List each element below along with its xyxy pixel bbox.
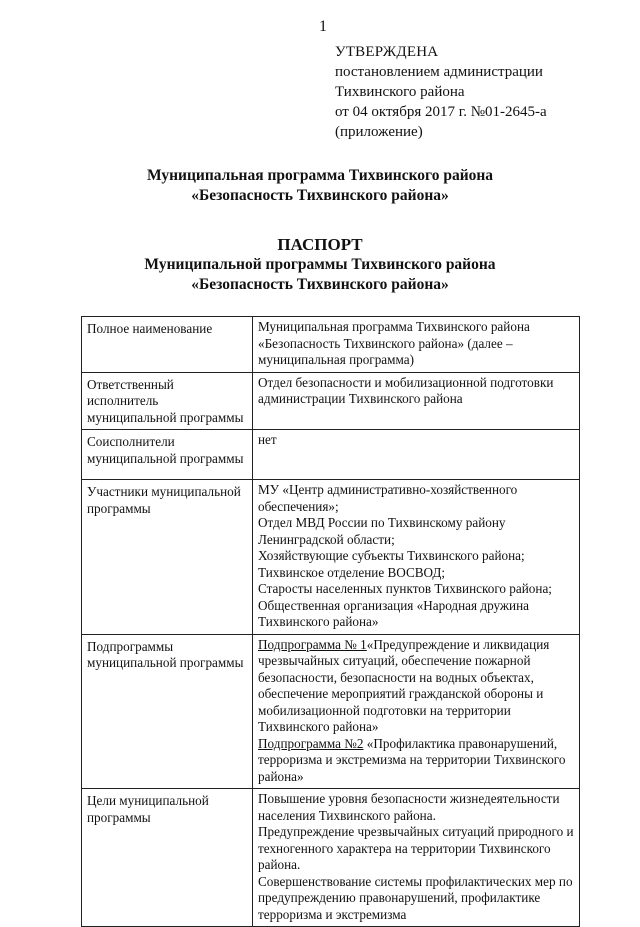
row-value-co-executors: нет	[253, 430, 580, 480]
table-row	[82, 480, 580, 635]
row-value-full-name: Муниципальная программа Тихвинского района «Безопасность Тихвинского района» (далее – муниципальная программа)	[253, 317, 580, 373]
table-row	[82, 430, 580, 480]
row-label-goals: Цели муниципальной программы	[82, 789, 253, 927]
goal-item: Повышение уровня безопасности жизнедеятельности населения Тихвинского района.	[258, 791, 560, 823]
participant-item: Хозяйствующие субъекты Тихвинского района;	[258, 548, 525, 563]
subprogram-2-text: «Профилактика правонарушений, терроризма и экстремизма на территории Тихвинского района»	[258, 735, 566, 784]
goal-item: Предупреждение чрезвычайных ситуаций природного и техногенного характера на территории Тихвинского района.	[258, 824, 574, 872]
passport-title-line: Муниципальной программы Тихвинского района	[144, 256, 496, 273]
approval-line: (приложение)	[335, 124, 423, 140]
participant-item: Общественная организация «Народная дружина Тихвинского района»	[258, 597, 530, 629]
page-number: 1	[319, 18, 327, 35]
row-value-participants	[253, 480, 580, 635]
subprogram-2	[258, 736, 575, 786]
subprogram-1-link[interactable]: Подпрограмма № 1	[258, 636, 367, 652]
approval-line: Тихвинского района	[335, 84, 465, 100]
row-value-executor: Отдел безопасности и мобилизационной подготовки администрации Тихвинского района	[253, 372, 580, 430]
subprogram-2-link[interactable]: Подпрограмма №2	[258, 735, 364, 751]
participant-item: Тихвинское отделение ВОСВОД;	[258, 564, 446, 580]
participant-item: Отдел МВД России по Тихвинскому району Ленинградской области;	[258, 515, 506, 547]
row-value-subprograms	[253, 634, 580, 789]
passport-heading: ПАСПОРТ	[277, 235, 363, 254]
table-row	[82, 372, 580, 430]
approval-line: от 04 октября 2017 г. №01-2645-а	[335, 104, 547, 120]
subprogram-1-text: «Предупреждение и ликвидация чрезвычайных ситуаций, обеспечение пожарной безопасности, безопасности на водных объектах, обеспечение мероприятий гражданской обороны и мобилизационной подготовки на территории Тихвинского района»	[258, 636, 550, 734]
row-label-co-executors: Соисполнители муниципальной программы	[82, 430, 253, 480]
passport-table	[81, 316, 580, 927]
row-label-subprograms: Подпрограммы муниципальной программы	[82, 634, 253, 789]
row-label-participants: Участники муниципальной программы	[82, 480, 253, 635]
subprogram-1	[258, 637, 575, 736]
passport-title-line: «Безопасность Тихвинского района»	[191, 276, 449, 293]
program-title	[0, 166, 640, 206]
program-title-line: Муниципальная программа Тихвинского района	[146, 167, 494, 184]
approval-heading: УТВЕРЖДЕНА	[335, 44, 439, 60]
approval-line: постановлением администрации	[335, 64, 543, 80]
participant-item: МУ «Центр административно-хозяйственного обеспечения»;	[258, 482, 518, 514]
row-label-full-name: Полное наименование	[82, 317, 253, 373]
row-value-goals	[253, 789, 580, 927]
program-title-line: «Безопасность Тихвинского района»	[191, 187, 449, 204]
approval-block	[335, 42, 547, 142]
participant-item: Старосты населенных пунктов Тихвинского района;	[258, 581, 552, 596]
row-label-executor: Ответственный исполнитель муниципальной программы	[82, 372, 253, 430]
passport-title	[0, 235, 640, 295]
goal-item: Совершенствование системы профилактических мер по предупреждению правонарушений, профилактике терроризма и экстремизма	[258, 873, 573, 922]
table-row	[82, 789, 580, 927]
table-row	[82, 317, 580, 373]
table-row	[82, 634, 580, 789]
